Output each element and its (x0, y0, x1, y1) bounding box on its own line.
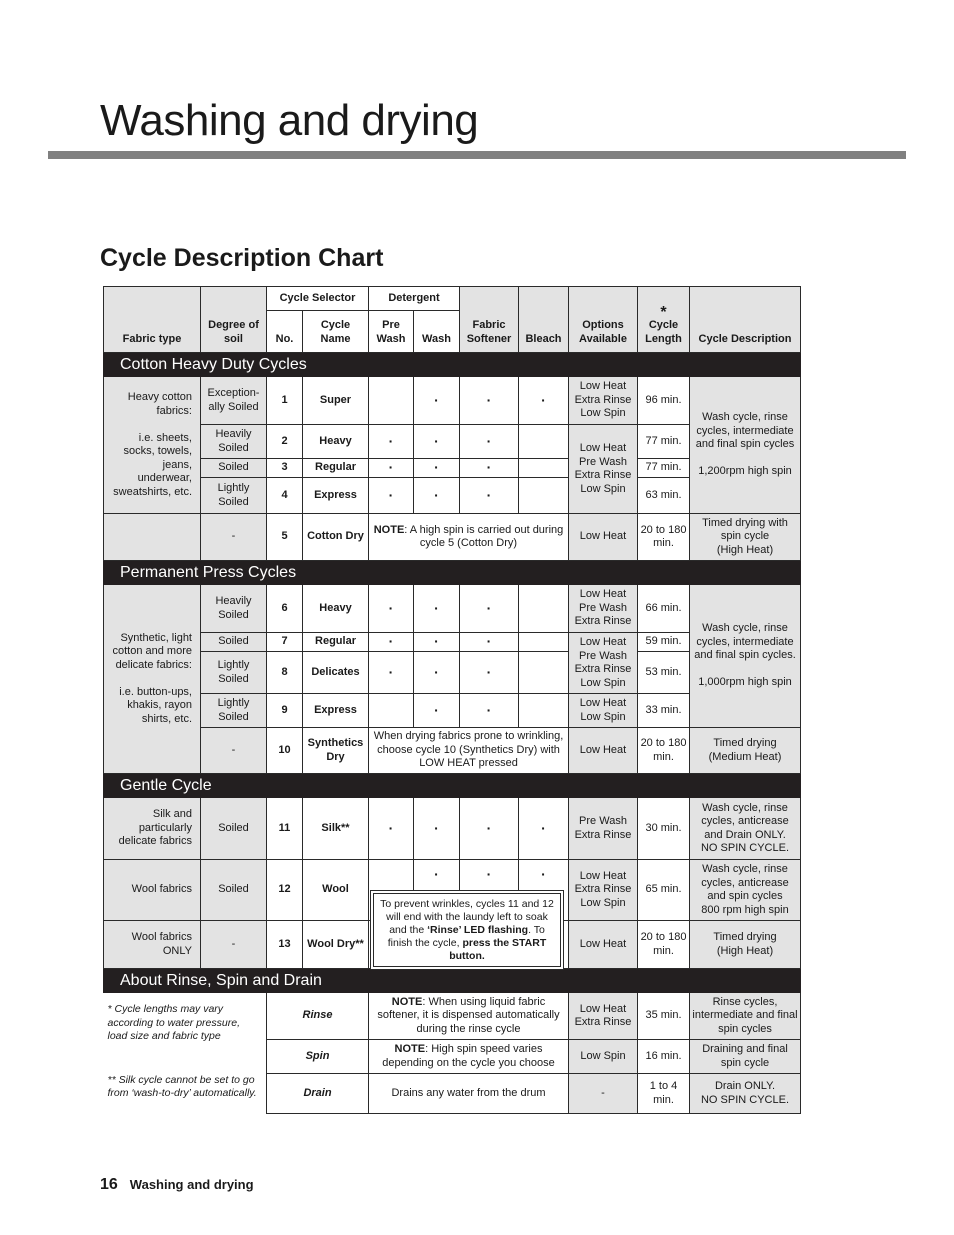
softener-dot-6: · (460, 585, 519, 633)
soil-13: - (201, 921, 267, 969)
cycle-description-table (103, 286, 801, 1114)
softener-dot-1: · (460, 377, 519, 425)
cycle-name-13: Wool Dry** (303, 921, 369, 969)
wash-dot-7: · (414, 633, 460, 652)
section-rinse-spin-drain: About Rinse, Spin and Drain (104, 969, 801, 993)
header-degree-of-soil: Degree of soil (201, 287, 267, 353)
length-11: 30 min. (638, 798, 690, 860)
header-options-available: Options Available (569, 287, 638, 353)
prewash-1 (369, 377, 414, 425)
cycle-length-label: Cycle Length (645, 319, 682, 345)
title-rule (48, 151, 906, 159)
cycle-name-7: Regular (303, 633, 369, 652)
options-10: Low Heat (569, 728, 638, 774)
softener-dot-9: · (460, 694, 519, 728)
fabric-12: Wool fabrics (104, 860, 201, 921)
options-7-8: Low Heat Pre Wash Extra Rinse Low Spin (569, 633, 638, 694)
length-8: 53 min. (638, 652, 690, 694)
softener-dot-7: · (460, 633, 519, 652)
cycle-name-5: Cotton Dry (303, 514, 369, 561)
options-11: Pre Wash Extra Rinse (569, 798, 638, 860)
header-bleach: Bleach (519, 287, 569, 353)
footnote-silk: ** Silk cycle cannot be set to go from ‘wash-to-dry’ automatically. (107, 1073, 257, 1099)
cycle-no-13: 13 (267, 921, 303, 969)
header-cycle-name: Cycle Name (303, 311, 369, 353)
prewash-9 (369, 694, 414, 728)
description-rinse: Rinse cycles, intermediate and final spin cycles (690, 993, 801, 1040)
description-spin: Draining and final spin cycle (690, 1040, 801, 1074)
cotton-fabric-type: Heavy cotton fabrics: i.e. sheets, socks, towels, jeans, underwear, sweatshirts, etc. (104, 377, 201, 514)
cycle-no-12: 12 (267, 860, 303, 921)
bleach-6 (519, 585, 569, 633)
bleach-9 (519, 694, 569, 728)
wash-dot-9: · (414, 694, 460, 728)
length-10: 20 to 180 min. (638, 728, 690, 774)
options-1: Low Heat Extra Rinse Low Spin (569, 377, 638, 425)
header-cycle-description: Cycle Description (690, 287, 801, 353)
wrinkle-note-text: To prevent wrinkles, cycles 11 and 12 will end with the laundy left to soak and the ‘Rinse’ LED flashing. To finish the cycle, press the START button. (380, 897, 554, 962)
description-drain: Drain ONLY. NO SPIN CYCLE. (690, 1074, 801, 1114)
length-9: 33 min. (638, 694, 690, 728)
options-9: Low Heat Low Spin (569, 694, 638, 728)
fabric-13: Wool fabrics ONLY (104, 921, 201, 969)
cycle-no-8: 8 (267, 652, 303, 694)
wash-dot-2: · (414, 425, 460, 459)
length-spin: 16 min. (638, 1040, 690, 1074)
length-13: 20 to 180 min. (638, 921, 690, 969)
cycle-no-5: 5 (267, 514, 303, 561)
header-fabric-softener: Fabric Softener (460, 287, 519, 353)
wash-dot-8: · (414, 652, 460, 694)
cycle-no-11: 11 (267, 798, 303, 860)
length-2: 77 min. (638, 425, 690, 459)
description-11: Wash cycle, rinse cycles, anticrease and Drain ONLY. NO SPIN CYCLE. (690, 798, 801, 860)
length-4: 63 min. (638, 478, 690, 514)
page-title: Washing and drying (100, 96, 479, 145)
softener-dot-12: · (460, 860, 519, 921)
soil-1: Exception-ally Soiled (201, 377, 267, 425)
note-5: NOTE: A high spin is carried out during cycle 5 (Cotton Dry) (369, 514, 569, 561)
length-7: 59 min. (638, 633, 690, 652)
length-3: 77 min. (638, 459, 690, 478)
cycle-name-4: Express (303, 478, 369, 514)
cycle-no-3: 3 (267, 459, 303, 478)
bleach-3 (519, 459, 569, 478)
description-13: Timed drying (High Heat) (690, 921, 801, 969)
wash-dot-3: · (414, 459, 460, 478)
cycle-no-1: 1 (267, 377, 303, 425)
cycle-no-4: 4 (267, 478, 303, 514)
permanent-description: Wash cycle, rinse cycles, intermediate and final spin cycles. 1,000rpm high spin (690, 585, 801, 728)
length-drain: 1 to 4 min. (638, 1074, 690, 1114)
softener-dot-8: · (460, 652, 519, 694)
softener-dot-11: · (460, 798, 519, 860)
options-drain: - (569, 1074, 638, 1114)
cycle-name-1: Super (303, 377, 369, 425)
softener-dot-4: · (460, 478, 519, 514)
note-spin: NOTE: High spin speed varies depending on the cycle you choose (369, 1040, 569, 1074)
asterisk-mark: * (660, 304, 667, 321)
header-cycle-selector: Cycle Selector (267, 287, 369, 311)
note-drain: Drains any water from the drum (369, 1074, 569, 1114)
options-5: Low Heat (569, 514, 638, 561)
cycle-name-8: Delicates (303, 652, 369, 694)
note-rinse: NOTE: When using liquid fabric softener, it is dispensed automatically during the rinse cycle (369, 993, 569, 1040)
permanent-fabric-type: Synthetic, light cotton and more delicate fabrics: i.e. button-ups, khakis, rayon shirts, etc. (104, 585, 201, 774)
description-12: Wash cycle, rinse cycles, anticrease and spin cycles 800 rpm high spin (690, 860, 801, 921)
soil-2: Heavily Soiled (201, 425, 267, 459)
length-6: 66 min. (638, 585, 690, 633)
prewash-dot-2: · (369, 425, 414, 459)
header-cycle-length (638, 287, 690, 353)
options-rinse: Low Heat Extra Rinse (569, 993, 638, 1040)
header-wash: Wash (414, 311, 460, 353)
cotton-description: Wash cycle, rinse cycles, intermediate and final spin cycles 1,200rpm high spin (690, 377, 801, 514)
soil-7: Soiled (201, 633, 267, 652)
length-1: 96 min. (638, 377, 690, 425)
cycle-name-rinse: Rinse (267, 993, 369, 1040)
prewash-dot-8: · (369, 652, 414, 694)
bleach-dot-12: · (519, 860, 569, 921)
wash-dot-4: · (414, 478, 460, 514)
wash-dot-1: · (414, 377, 460, 425)
prewash-dot-6: · (369, 585, 414, 633)
cycle-no-2: 2 (267, 425, 303, 459)
footnote-cycle-length: * Cycle lengths may vary according to water pressure, load size and fabric type (107, 1003, 240, 1042)
cycle-name-10: Synthetics Dry (303, 728, 369, 774)
cycle-name-2: Heavy (303, 425, 369, 459)
header-detergent: Detergent (369, 287, 460, 311)
cycle-no-9: 9 (267, 694, 303, 728)
soil-11: Soiled (201, 798, 267, 860)
cycle-name-drain: Drain (267, 1074, 369, 1114)
fabric-11: Silk and particularly delicate fabrics (104, 798, 201, 860)
softener-dot-2: · (460, 425, 519, 459)
section-gentle: Gentle Cycle (104, 774, 801, 798)
bleach-dot-1: · (519, 377, 569, 425)
options-12: Low Heat Extra Rinse Low Spin (569, 860, 638, 921)
description-10: Timed drying (Medium Heat) (690, 728, 801, 774)
cycle-no-6: 6 (267, 585, 303, 633)
prewash-dot-3: · (369, 459, 414, 478)
length-12: 65 min. (638, 860, 690, 921)
cycle-name-11: Silk** (303, 798, 369, 860)
description-5: Timed drying with spin cycle (High Heat) (690, 514, 801, 561)
chart-title: Cycle Description Chart (100, 244, 384, 272)
soil-8: Lightly Soiled (201, 652, 267, 694)
length-rinse: 35 min. (638, 993, 690, 1040)
soil-10: - (201, 728, 267, 774)
note-10: When drying fabrics prone to wrinkling, choose cycle 10 (Synthetics Dry) with LOW HEAT pressed (369, 728, 569, 774)
bleach-8 (519, 652, 569, 694)
prewash-dot-4: · (369, 478, 414, 514)
wrinkle-note-box (373, 893, 561, 967)
wash-dot-12: · (414, 860, 460, 921)
page-number: 16 (100, 1176, 118, 1193)
cycle-name-3: Regular (303, 459, 369, 478)
bleach-2 (519, 425, 569, 459)
footer-title: Washing and drying (129, 1177, 254, 1192)
wash-dot-6: · (414, 585, 460, 633)
length-5: 20 to 180 min. (638, 514, 690, 561)
page-footer (100, 1176, 254, 1194)
soil-6: Heavily Soiled (201, 585, 267, 633)
options-6: Low Heat Pre Wash Extra Rinse (569, 585, 638, 633)
options-spin: Low Spin (569, 1040, 638, 1074)
wash-dot-11: · (414, 798, 460, 860)
options-2-4: Low Heat Pre Wash Extra Rinse Low Spin (569, 425, 638, 514)
prewash-dot-7: · (369, 633, 414, 652)
cycle-name-spin: Spin (267, 1040, 369, 1074)
header-pre-wash: Pre Wash (369, 311, 414, 353)
soil-12: Soiled (201, 860, 267, 921)
softener-dot-3: · (460, 459, 519, 478)
bleach-4 (519, 478, 569, 514)
bleach-dot-11: · (519, 798, 569, 860)
prewash-dot-11: · (369, 798, 414, 860)
soil-3: Soiled (201, 459, 267, 478)
header-fabric-type: Fabric type (104, 287, 201, 353)
bleach-7 (519, 633, 569, 652)
options-13: Low Heat (569, 921, 638, 969)
header-no: No. (267, 311, 303, 353)
cycle-no-10: 10 (267, 728, 303, 774)
soil-9: Lightly Soiled (201, 694, 267, 728)
soil-5: - (201, 514, 267, 561)
cycle-name-9: Express (303, 694, 369, 728)
section-permanent-press: Permanent Press Cycles (104, 561, 801, 585)
section-cotton: Cotton Heavy Duty Cycles (104, 353, 801, 377)
cycle-name-12: Wool (303, 860, 369, 921)
cycle-name-6: Heavy (303, 585, 369, 633)
cycle-no-7: 7 (267, 633, 303, 652)
soil-4: Lightly Soiled (201, 478, 267, 514)
cotton-dry-fabric (104, 514, 201, 561)
